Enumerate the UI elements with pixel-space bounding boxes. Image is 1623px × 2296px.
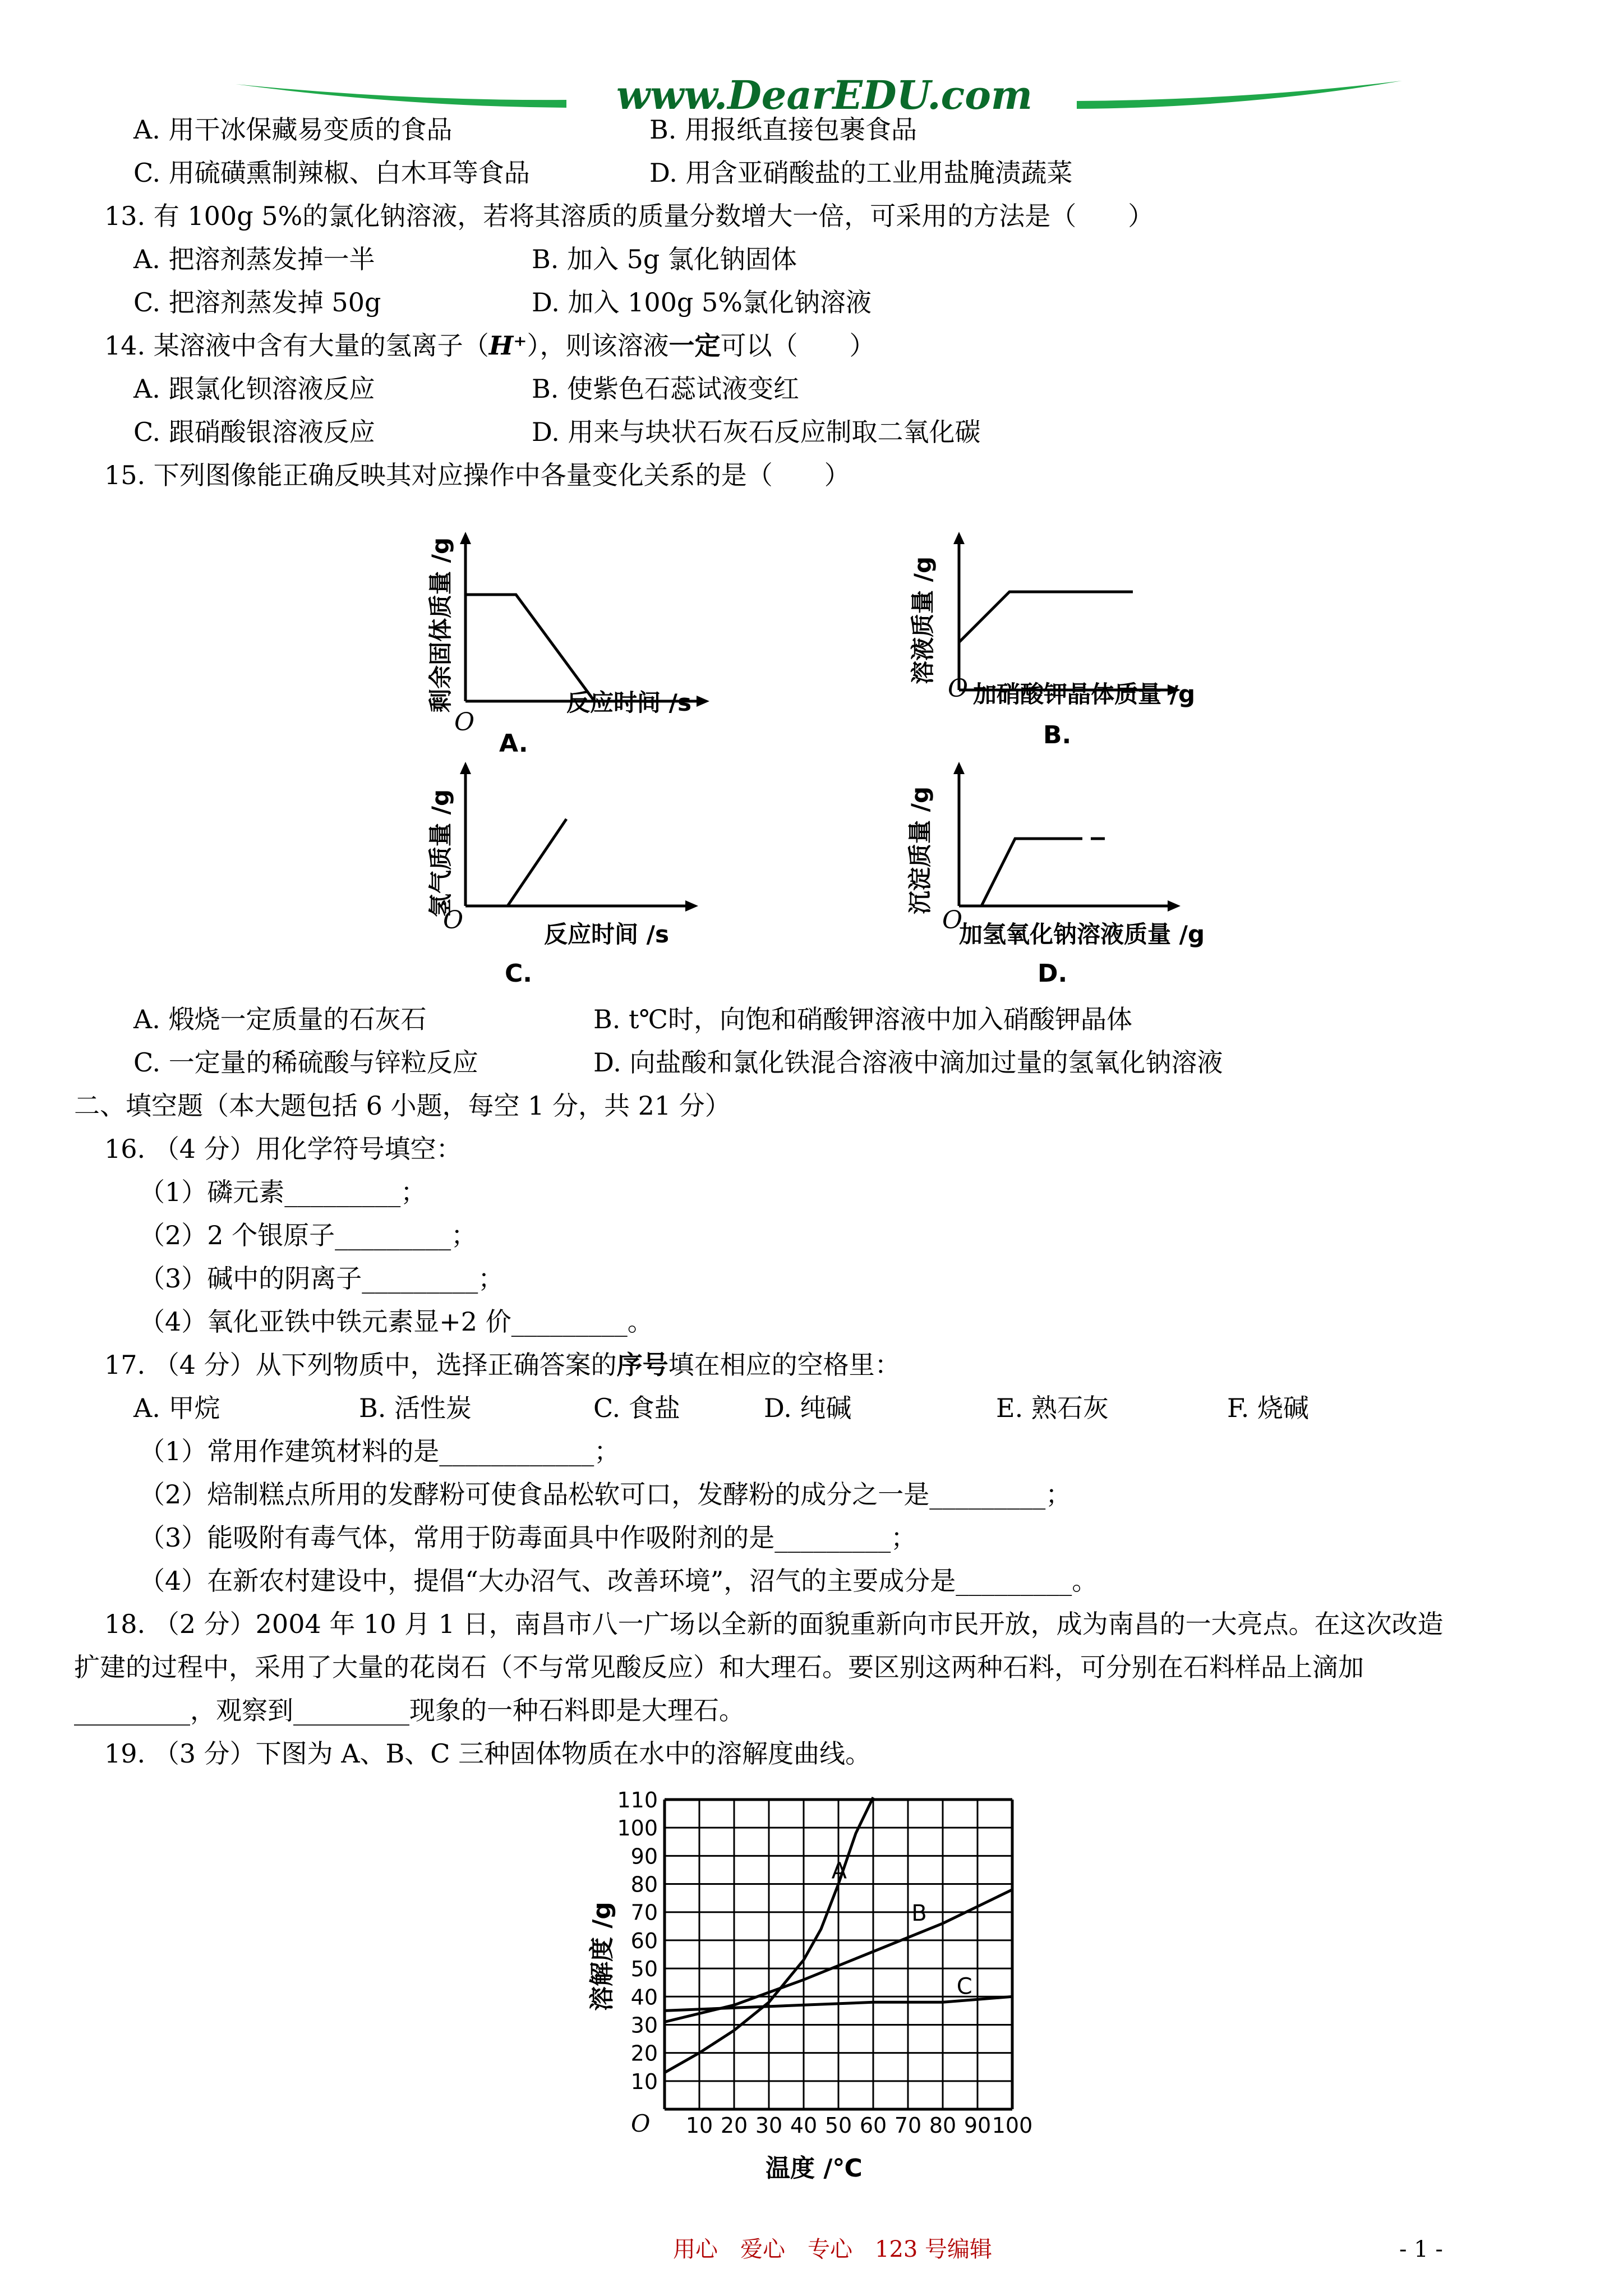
q18-line: 18. （2 分）2004 年 10 月 1 日，南昌市八一广场以全新的面貌重新向市民开放，成为南昌的一大亮点。在这次改造 bbox=[104, 1609, 1444, 1639]
q17-option: E. 熟石灰 bbox=[996, 1393, 1109, 1423]
hydrogen-ion-symbol: H⁺ bbox=[488, 330, 527, 361]
graph-b-caption: B. bbox=[1043, 721, 1072, 749]
x-tick-label: 90 bbox=[963, 2113, 992, 2138]
x-tick-label: 20 bbox=[720, 2113, 748, 2138]
graph-b-xlabel: 加硝酸钾晶体质量 /g bbox=[973, 680, 1196, 708]
y-tick-label: 30 bbox=[630, 2013, 658, 2038]
q13-stem: 13. 有 100g 5%的氯化钠溶液，若将其溶质的质量分数增大一倍，可采用的方法是（ ） bbox=[104, 201, 1154, 231]
q17-stem bbox=[104, 1348, 901, 1382]
graph-c-xlabel: 反应时间 /s bbox=[544, 921, 669, 948]
graph-b bbox=[869, 522, 1262, 757]
graph-a-ylabel: 剩余固体质量 /g bbox=[427, 537, 454, 712]
q13-option-c: C. 把溶剂蒸发掉 50g bbox=[133, 287, 381, 318]
q14-option-a: A. 跟氯化钡溶液反应 bbox=[133, 374, 375, 404]
graph-c-y-arrow bbox=[460, 762, 471, 774]
x-tick-label: 40 bbox=[790, 2113, 818, 2138]
x-tick-label: 100 bbox=[992, 2113, 1033, 2138]
y-tick-label: 100 bbox=[617, 1816, 658, 1841]
q17-option: C. 食盐 bbox=[593, 1393, 680, 1423]
x-tick-label: 10 bbox=[685, 2113, 713, 2138]
graph-c-curve bbox=[508, 819, 566, 906]
graph-c-caption: C. bbox=[505, 959, 533, 987]
series-label-A: A bbox=[831, 1858, 847, 1884]
q18-line: 扩建的过程中，采用了大量的花岗石（不与常见酸反应）和大理石。要区别这两种石料，可分别在石料样品上滴加 bbox=[74, 1652, 1364, 1682]
graph-a-curve bbox=[465, 595, 594, 701]
q17-option: B. 活性炭 bbox=[359, 1393, 472, 1423]
q16-item: （3）碱中的阴离子_________； bbox=[139, 1263, 504, 1294]
graph-c-origin: O bbox=[443, 906, 464, 935]
q16-item: （2）2 个银原子_________； bbox=[139, 1220, 477, 1250]
q12-option-b: B. 用报纸直接包裹食品 bbox=[649, 114, 917, 145]
q17-item: （4）在新农村建设中，提倡“大办沼气、改善环境”，沼气的主要成分是_________。 bbox=[139, 1566, 1098, 1596]
q14-stem bbox=[104, 329, 875, 362]
y-tick-label: 70 bbox=[630, 1900, 658, 1925]
graph-c-ylabel: 氢气质量 /g bbox=[427, 789, 454, 917]
graph-d-origin: O bbox=[942, 906, 963, 935]
graph-c bbox=[387, 752, 780, 987]
y-tick-label: 90 bbox=[630, 1844, 658, 1869]
q17-item: （1）常用作建筑材料的是____________； bbox=[139, 1436, 620, 1466]
q13-option-a: A. 把溶剂蒸发掉一半 bbox=[133, 244, 375, 274]
series-label-C: C bbox=[956, 1973, 972, 2000]
q12-option-d: D. 用含亚硝酸盐的工业用盐腌渍蔬菜 bbox=[649, 158, 1073, 188]
y-tick-label: 50 bbox=[630, 1957, 658, 1982]
q17-stem-part: 填在相应的空格里： bbox=[668, 1350, 901, 1380]
q17-option: A. 甲烷 bbox=[133, 1393, 220, 1423]
q15-option-a: A. 煅烧一定质量的石灰石 bbox=[133, 1004, 427, 1034]
graph-b-ylabel: 溶液质量 /g bbox=[909, 556, 937, 684]
graph-b-y-arrow bbox=[953, 532, 965, 544]
graph-c-x-arrow bbox=[685, 900, 698, 912]
y-tick-label: 40 bbox=[630, 1985, 658, 2010]
q17-stem-emphasis: 序号 bbox=[616, 1350, 668, 1380]
graph-a-origin: O bbox=[454, 708, 475, 737]
page-number: - 1 - bbox=[1399, 2237, 1443, 2262]
graph-b-origin: O bbox=[948, 674, 969, 703]
q17-option: F. 烧碱 bbox=[1227, 1393, 1309, 1423]
y-tick-label: 110 bbox=[617, 1789, 658, 1812]
section-heading: 二、填空题（本大题包括 6 小题，每空 1 分，共 21 分） bbox=[74, 1091, 731, 1121]
q15-option-c: C. 一定量的稀硫酸与锌粒反应 bbox=[133, 1047, 478, 1078]
graph-a-y-arrow bbox=[460, 532, 471, 544]
q17-option: D. 纯碱 bbox=[764, 1393, 852, 1423]
q19-stem: 19. （3 分）下图为 A、B、C 三种固体物质在水中的溶解度曲线。 bbox=[104, 1738, 872, 1769]
graph-d-xlabel: 加氢氧化钠溶液质量 /g bbox=[959, 921, 1205, 948]
chart-y-label: 溶解度 /g bbox=[588, 1902, 616, 2011]
graph-a-xlabel: 反应时间 /s bbox=[566, 689, 691, 716]
q16-item: （4）氧化亚铁中铁元素显+2 价_________。 bbox=[139, 1306, 653, 1337]
x-tick-label: 70 bbox=[894, 2113, 922, 2138]
x-tick-label: 80 bbox=[929, 2113, 957, 2138]
q14-stem-part: 14. 某溶液中含有大量的氢离子（ bbox=[104, 330, 489, 361]
y-tick-label: 10 bbox=[630, 2069, 658, 2094]
q14-stem-part: 可以（ ） bbox=[720, 330, 875, 361]
q14-stem-part: ），则该溶液 bbox=[527, 330, 669, 361]
site-logo-text: www.DearEDU.com bbox=[616, 72, 1032, 118]
graph-d-caption: D. bbox=[1038, 959, 1068, 987]
x-tick-label: 50 bbox=[824, 2113, 852, 2138]
q17-item: （2）焙制糕点所用的发酵粉可使食品松软可口，发酵粉的成分之一是_________； bbox=[139, 1479, 1072, 1510]
graph-d-x-arrow bbox=[1168, 900, 1181, 912]
q17-item: （3）能吸附有毒气体，常用于防毒面具中作吸附剂的是_________； bbox=[139, 1522, 917, 1553]
q14-option-c: C. 跟硝酸银溶液反应 bbox=[133, 417, 375, 447]
graph-a bbox=[387, 522, 780, 757]
q12-option-c: C. 用硫磺熏制辣椒、白木耳等食品 bbox=[133, 158, 530, 188]
q15-option-b: B. t℃时，向饱和硝酸钾溶液中加入硝酸钾晶体 bbox=[593, 1004, 1132, 1034]
graph-d-ylabel: 沉淀质量 /g bbox=[906, 786, 934, 914]
q14-option-b: B. 使紫色石蕊试液变红 bbox=[532, 374, 800, 404]
q13-option-d: D. 加入 100g 5%氯化钠溶液 bbox=[532, 287, 872, 318]
graph-d-y-arrow bbox=[953, 762, 965, 774]
solubility-chart bbox=[572, 1789, 1066, 2193]
q18-line: _________，观察到_________现象的一种石料即是大理石。 bbox=[74, 1695, 745, 1726]
chart-grid bbox=[665, 1800, 1012, 2109]
graph-b-curve bbox=[959, 592, 1133, 642]
y-tick-label: 20 bbox=[630, 2041, 658, 2066]
y-tick-label: 60 bbox=[630, 1928, 658, 1953]
chart-x-ticks bbox=[686, 2113, 1032, 2138]
q16-stem: 16. （4 分）用化学符号填空： bbox=[104, 1134, 462, 1164]
q16-item: （1）磷元素_________； bbox=[139, 1177, 427, 1207]
q15-stem: 15. 下列图像能正确反映其对应操作中各量变化关系的是（ ） bbox=[104, 460, 850, 490]
graph-d bbox=[869, 752, 1262, 987]
q14-stem-emphasis: 一定 bbox=[668, 330, 721, 361]
graph-d-curve bbox=[981, 839, 1082, 906]
q12-option-a: A. 用干冰保藏易变质的食品 bbox=[133, 114, 453, 145]
q15-option-d: D. 向盐酸和氯化铁混合溶液中滴加过量的氢氧化钠溶液 bbox=[593, 1047, 1223, 1078]
q17-stem-part: 17. （4 分）从下列物质中，选择正确答案的 bbox=[104, 1350, 617, 1380]
q14-option-d: D. 用来与块状石灰石反应制取二氧化碳 bbox=[532, 417, 981, 447]
footer-editor-note: 用心 爱心 专心 123 号编辑 bbox=[673, 2237, 993, 2262]
x-tick-label: 30 bbox=[755, 2113, 783, 2138]
series-label-B: B bbox=[911, 1900, 927, 1926]
chart-x-label: 温度 /℃ bbox=[766, 2154, 863, 2183]
q13-option-b: B. 加入 5g 氯化钠固体 bbox=[532, 244, 797, 274]
graph-a-x-arrow bbox=[697, 696, 709, 707]
chart-y-ticks bbox=[617, 1789, 658, 2094]
chart-origin: O bbox=[631, 2110, 651, 2137]
y-tick-label: 80 bbox=[630, 1872, 658, 1897]
graph-a-caption: A. bbox=[499, 729, 528, 757]
x-tick-label: 60 bbox=[859, 2113, 887, 2138]
